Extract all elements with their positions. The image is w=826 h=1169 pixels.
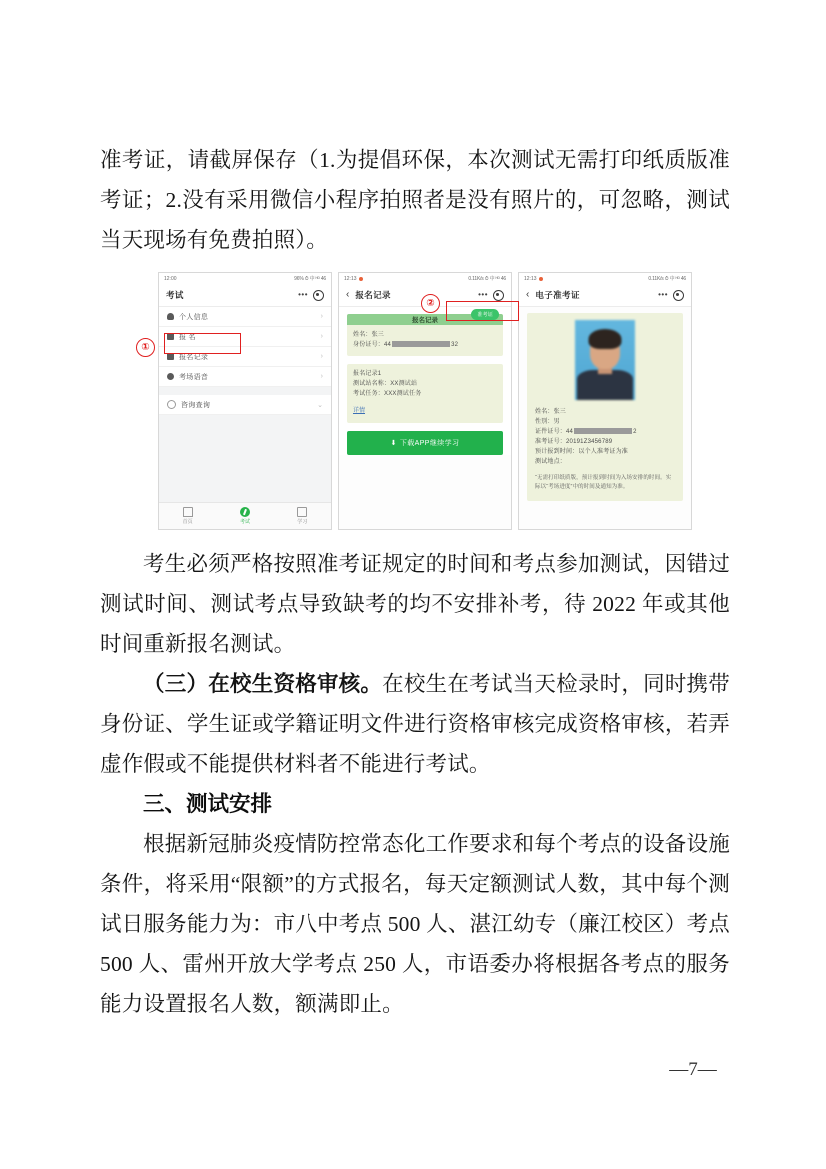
more-dots-icon[interactable]: •••	[298, 290, 308, 299]
menu-label: 报 名	[179, 333, 196, 341]
menu-label: 个人信息	[179, 313, 209, 321]
more-dots-icon[interactable]: •••	[478, 290, 488, 299]
chevron-right-icon: ›	[320, 333, 323, 340]
paragraph-3	[100, 664, 730, 784]
paragraph-1: 准考证，请截屏保存（1.为提倡环保，本次测试无需打印纸质版准考证；2.没有采用微信小程序拍照者是没有照片的，可忽略，测试当天现场有免费拍照）。	[100, 148, 730, 252]
status-time-1: 12:00	[164, 275, 177, 282]
target-icon[interactable]	[313, 290, 324, 301]
admission-ticket-card	[527, 313, 683, 501]
card-header: 报名记录	[347, 314, 503, 325]
tab-label: 首页	[182, 519, 193, 525]
section-heading-3: 三、测试安排	[143, 792, 273, 816]
home-icon	[183, 507, 193, 517]
menu-item-personal-info[interactable]	[159, 307, 331, 327]
admission-ticket-button[interactable]: 准考证	[471, 309, 499, 320]
redaction-bar	[392, 341, 450, 347]
screenshot-figure	[141, 272, 703, 530]
ask-icon	[167, 400, 176, 409]
exam-icon	[240, 507, 250, 517]
tab-label: 学习	[297, 519, 308, 525]
exam-task: 考试任务：XXX测试任务	[353, 391, 422, 397]
download-app-button[interactable]	[347, 431, 503, 455]
wechat-capsule-1[interactable]	[298, 290, 324, 301]
status-indicators-2: 0.11K/s ⏱ 中 ᴴᴰ 46	[468, 276, 506, 282]
redaction-bar	[574, 428, 632, 434]
status-time-3: 12:13	[524, 275, 537, 282]
wechat-capsule-2[interactable]	[478, 290, 504, 301]
chevron-right-icon: ›	[320, 313, 323, 320]
ticket-field-gender: 性别：男	[535, 419, 560, 425]
annotation-marker-2: ②	[421, 294, 440, 313]
status-bar-1	[159, 273, 331, 284]
bottom-tab-bar	[159, 502, 331, 529]
candidate-photo	[575, 320, 635, 400]
ticket-field-name: 姓名：张三	[535, 409, 567, 415]
page-title-ticket: 电子准考证	[535, 290, 580, 300]
status-bar-2	[339, 273, 511, 284]
phone-screenshot-1	[158, 272, 332, 530]
ticket-field-id: 证件证号：44 2	[535, 429, 637, 435]
tab-exam[interactable]	[216, 507, 273, 525]
page-title-record: 报名记录	[355, 290, 391, 300]
record-icon	[167, 353, 174, 360]
menu-list	[159, 307, 331, 530]
tab-study[interactable]	[274, 507, 331, 525]
ticket-field-location: 测试地点：	[535, 459, 567, 465]
ticket-field-report-time: 预计报到时间：以个人准考证为准	[535, 449, 629, 455]
target-icon[interactable]	[493, 290, 504, 301]
wechat-capsule-3[interactable]	[658, 290, 684, 301]
ticket-field-ticket-no: 准考证号：20191Z3456789	[535, 439, 613, 445]
status-time-2: 12:13	[344, 275, 357, 282]
candidate-id: 身份证号：44 32	[353, 342, 459, 348]
chevron-down-icon: ⌄	[317, 401, 323, 409]
record-detail-card	[347, 364, 503, 423]
record-title: 报名记录1	[353, 371, 382, 377]
back-arrow-icon[interactable]: ‹	[346, 289, 350, 300]
back-arrow-icon[interactable]: ‹	[526, 289, 530, 300]
paragraph-3-bold-lead: （三）在校生资格审核。	[143, 672, 383, 696]
download-arrow-icon: ⬇	[390, 440, 397, 447]
person-icon	[167, 313, 174, 320]
menu-item-exam-voice[interactable]	[159, 367, 331, 387]
paragraph-2: 考生必须严格按照准考证规定的时间和考点参加测试，因错过测试时间、测试考点导致缺考的均不安排补考，待 2022 年或其他时间重新报名测试。	[100, 552, 730, 656]
candidate-card	[347, 314, 503, 356]
ticket-body	[519, 307, 691, 507]
more-dots-icon[interactable]: •••	[658, 290, 668, 299]
voice-icon	[167, 373, 174, 380]
chevron-right-icon: ›	[320, 373, 323, 380]
status-bar-3	[519, 273, 691, 284]
form-icon	[167, 333, 174, 340]
ticket-note: “无需打印纸质版，预计报到时间为入场安排的时间。实际以“考场进度”中的时间及通知为准。	[535, 475, 672, 490]
menu-label: 报名记录	[179, 353, 209, 361]
chevron-right-icon: ›	[320, 353, 323, 360]
menu-label: 考场语音	[179, 373, 209, 381]
paragraph-3-rest: 在校生在考试当天检录时，同时携带身份证、学生证或学籍证明文件进行资格审核完成资格审核，若弄虚作假或不能提供材料者不能进行考试。	[100, 672, 731, 776]
recording-dot-icon	[539, 277, 543, 281]
page-title-exam: 考试	[166, 290, 184, 300]
menu-item-registration-record[interactable]	[159, 347, 331, 367]
annotation-marker-1: ①	[136, 338, 155, 357]
nav-bar-1	[159, 284, 331, 307]
status-indicators-1: 96% ⏱ 中 ᴴᴰ 46	[294, 276, 326, 282]
station-name: 测试站名称：XX测试站	[353, 381, 418, 387]
paragraph-4: 根据新冠肺炎疫情防控常态化工作要求和每个考点的设备设施条件，将采用“限额”的方式报名，每天定额测试人数，其中每个测试日服务能力为：市八中考点 500 人、湛江幼专（廉江校区）考点 500 人、雷州开放大学考点 250 人，市语委办将根据各考点的服务能力设置报名人数，额满即止。	[100, 832, 730, 1016]
nav-bar-3	[519, 284, 691, 307]
target-icon[interactable]	[673, 290, 684, 301]
page-footer	[0, 1059, 826, 1081]
detail-link[interactable]: 详情	[353, 408, 366, 414]
candidate-name: 姓名：张三	[353, 332, 385, 338]
menu-item-inquiry[interactable]	[159, 395, 331, 415]
tab-label: 考试	[239, 519, 250, 525]
record-body	[339, 307, 511, 455]
study-icon	[297, 507, 307, 517]
menu-separator	[159, 387, 331, 395]
menu-item-register[interactable]	[159, 327, 331, 347]
menu-label: 咨询查询	[181, 401, 211, 409]
page-number: —7—	[669, 1059, 717, 1080]
phone-screenshot-3	[518, 272, 692, 530]
download-button-label: 下载APP继续学习	[399, 440, 460, 447]
tab-home[interactable]	[159, 507, 216, 525]
status-indicators-3: 0.11K/s ⏱ 中 ᴴᴰ 46	[648, 276, 686, 282]
recording-dot-icon	[359, 277, 363, 281]
page-content	[100, 140, 730, 1024]
